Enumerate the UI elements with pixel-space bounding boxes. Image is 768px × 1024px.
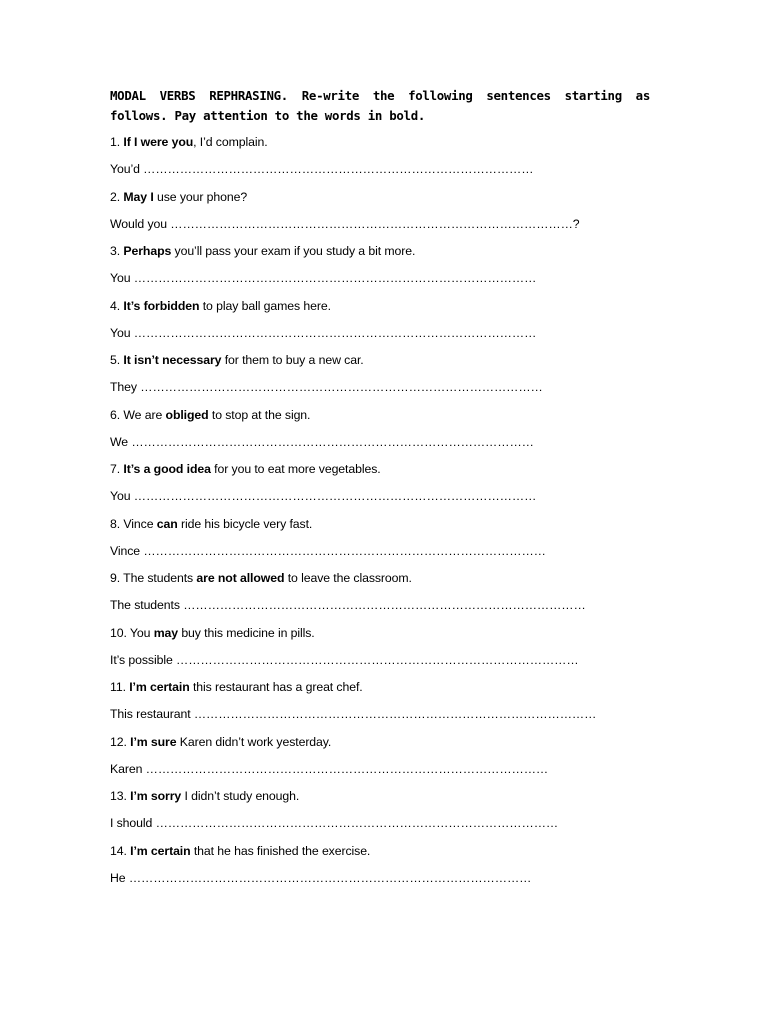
prompt-text: to leave the classroom. — [284, 571, 412, 585]
answer-line[interactable]: Karen ……………………………………………………………………………………… — [110, 761, 549, 776]
prompt-text: you’ll pass your exam if you study a bit more. — [171, 244, 416, 258]
exercise-number: 11. — [110, 680, 126, 694]
exercise-number: 14. — [110, 843, 127, 858]
exercise-prompt — [110, 241, 650, 268]
exercise-item — [110, 514, 650, 569]
keyword-bold: I’m certain — [130, 843, 191, 858]
exercise-number: 4. — [110, 298, 121, 313]
exercise-item — [110, 568, 650, 623]
exercise-prompt — [110, 841, 650, 868]
exercise-prompt — [110, 623, 650, 650]
exercise-item — [110, 405, 650, 460]
prompt-text: You — [129, 625, 154, 640]
exercise-item — [110, 132, 650, 187]
keyword-bold: It’s a good idea — [123, 462, 211, 476]
answer-line[interactable]: We ……………………………………………………………………………………… — [110, 434, 534, 449]
prompt-text: Vince — [123, 516, 157, 531]
worksheet — [110, 86, 650, 895]
prompt-text: , I’d complain. — [193, 135, 268, 149]
exercise-prompt — [110, 459, 650, 486]
exercise-item — [110, 296, 650, 351]
exercise-list — [110, 132, 650, 895]
answer-line[interactable]: It’s possible ……………………………………………………………………………………… — [110, 652, 579, 667]
exercise-number: 3. — [110, 244, 121, 258]
exercise-prompt — [110, 132, 650, 159]
prompt-text: The students — [123, 571, 197, 585]
prompt-text: to stop at the sign. — [208, 407, 311, 422]
prompt-text: for you to eat more vegetables. — [210, 462, 381, 476]
keyword-bold: If I were you — [123, 135, 194, 149]
exercise-prompt — [110, 732, 650, 759]
prompt-text: I didn’t study enough. — [181, 789, 300, 803]
exercise-number: 1. — [110, 135, 121, 149]
answer-line[interactable]: I should ……………………………………………………………………………………… — [110, 816, 559, 830]
exercise-prompt — [110, 187, 650, 214]
prompt-text: to play ball games here. — [199, 298, 331, 313]
answer-line[interactable]: You ……………………………………………………………………………………… — [110, 271, 537, 285]
exercise-prompt — [110, 568, 650, 595]
exercise-number: 7. — [110, 462, 121, 476]
keyword-bold: I’m sorry — [130, 789, 182, 803]
exercise-prompt — [110, 514, 650, 541]
exercise-item — [110, 241, 650, 296]
exercise-number: 10. — [110, 625, 127, 640]
exercise-item — [110, 350, 650, 405]
worksheet-heading: MODAL VERBS REPHRASING. Re-write the following sentences starting as follows. Pay attention to the words in bold. — [110, 88, 650, 123]
keyword-bold: It isn’t necessary — [123, 353, 222, 367]
prompt-text: this restaurant has a great chef. — [189, 680, 363, 694]
exercise-item — [110, 677, 650, 732]
answer-line[interactable]: This restaurant ……………………………………………………………………………………… — [110, 707, 597, 721]
prompt-text: buy this medicine in pills. — [178, 625, 315, 640]
keyword-bold: It’s forbidden — [123, 298, 200, 313]
exercise-prompt — [110, 350, 650, 377]
prompt-text: Karen didn’t work yesterday. — [176, 734, 332, 749]
answer-line[interactable]: You ……………………………………………………………………………………… — [110, 325, 537, 340]
prompt-text: use your phone? — [153, 189, 248, 204]
exercise-item — [110, 786, 650, 841]
answer-line[interactable]: You’d …………………………………………………………………………………… — [110, 162, 534, 176]
prompt-text: ride his bicycle very fast. — [177, 516, 313, 531]
keyword-bold: May I — [123, 189, 154, 204]
prompt-text: We are — [123, 407, 166, 422]
exercise-number: 13. — [110, 789, 127, 803]
exercise-number: 6. — [110, 407, 121, 422]
exercise-number: 5. — [110, 353, 121, 367]
prompt-text: for them to buy a new car. — [221, 353, 364, 367]
exercise-prompt — [110, 296, 650, 323]
exercise-number: 8. — [110, 516, 121, 531]
exercise-item — [110, 732, 650, 787]
exercise-item — [110, 623, 650, 678]
keyword-bold: may — [153, 625, 178, 640]
keyword-bold: are not allowed — [196, 571, 285, 585]
exercise-prompt — [110, 677, 650, 704]
keyword-bold: obliged — [165, 407, 209, 422]
exercise-item — [110, 841, 650, 896]
answer-line[interactable]: Vince ……………………………………………………………………………………… — [110, 543, 546, 558]
answer-line[interactable]: You ……………………………………………………………………………………… — [110, 489, 537, 503]
exercise-number: 9. — [110, 571, 121, 585]
keyword-bold: can — [156, 516, 178, 531]
exercise-prompt — [110, 786, 650, 813]
answer-line[interactable]: He ……………………………………………………………………………………… — [110, 870, 532, 885]
answer-line[interactable]: The students ……………………………………………………………………………………… — [110, 598, 586, 612]
exercise-item — [110, 459, 650, 514]
exercise-item — [110, 187, 650, 242]
answer-line[interactable]: Would you ………………………………………………………………………………………? — [110, 216, 580, 231]
exercise-number: 2. — [110, 189, 121, 204]
exercise-number: 12. — [110, 734, 127, 749]
keyword-bold: I’m sure — [130, 734, 177, 749]
answer-line[interactable]: They ……………………………………………………………………………………… — [110, 380, 543, 394]
keyword-bold: Perhaps — [123, 244, 172, 258]
keyword-bold: I’m certain — [129, 680, 190, 694]
prompt-text: that he has finished the exercise. — [190, 843, 371, 858]
exercise-prompt — [110, 405, 650, 432]
